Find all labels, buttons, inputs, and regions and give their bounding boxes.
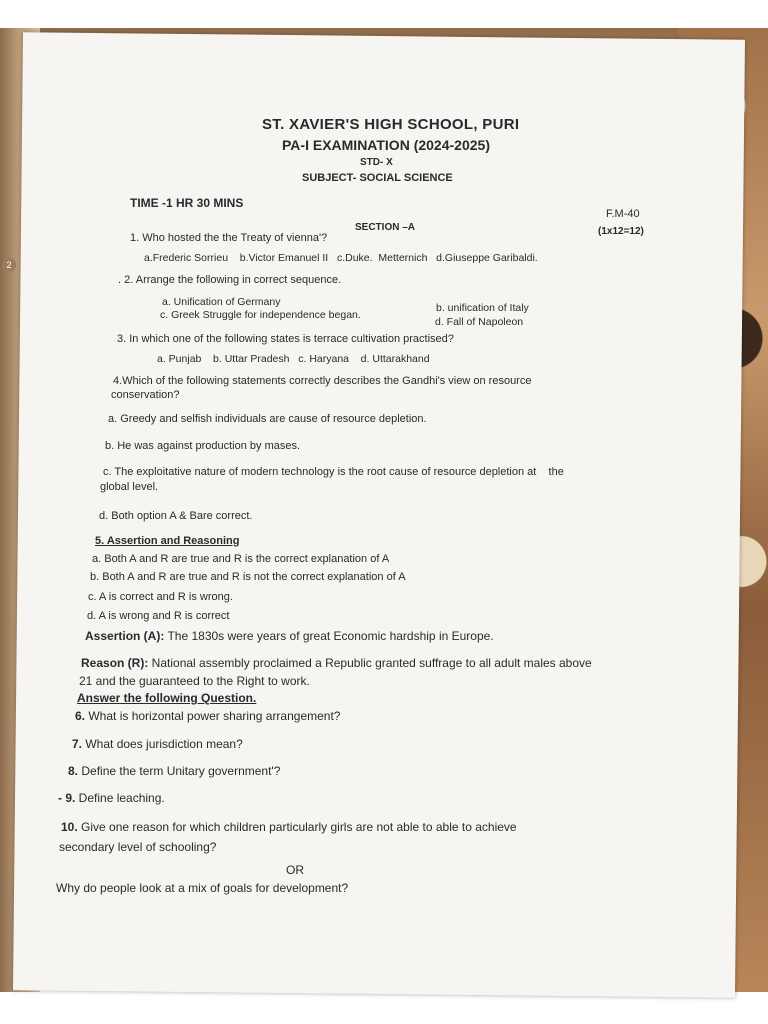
question-10-alternative: Why do people look at a mix of goals for development?: [56, 881, 349, 895]
question-5-option-d: d. A is wrong and R is correct: [87, 610, 230, 622]
question-7-text: What does jurisdiction mean?: [82, 737, 243, 751]
part-2-title: Answer the following Question.: [77, 691, 257, 705]
marks-scheme: (1x12=12): [598, 226, 644, 237]
question-4-option-c-line-1: c. The exploitative nature of modern technology is the root cause of resource depletion at the: [103, 466, 564, 478]
assertion-text: The 1830s were years of great Economic hardship in Europe.: [164, 629, 494, 643]
reason-label: Reason (R):: [81, 656, 149, 670]
question-4-line-2: conservation?: [111, 389, 180, 401]
question-7: [72, 737, 243, 751]
subject: SUBJECT- SOCIAL SCIENCE: [302, 172, 453, 184]
question-10-line-2: secondary level of schooling?: [59, 840, 217, 854]
question-8-number: 8.: [68, 764, 79, 778]
time-allowed: TIME -1 HR 30 MINS: [130, 196, 244, 210]
question-5-option-a: a. Both A and R are true and R is the correct explanation of A: [92, 553, 390, 565]
question-1-options: a.Frederic Sorrieu b.Victor Emanuel II c.Duke. Metternich d.Giuseppe Garibaldi.: [144, 252, 538, 264]
assertion-label: Assertion (A):: [85, 629, 165, 643]
question-8: [68, 764, 280, 778]
question-9-text: Define leaching.: [75, 791, 165, 805]
question-10-number: 10.: [61, 820, 78, 834]
question-6-text: What is horizontal power sharing arrangement?: [85, 709, 341, 723]
reason-line-2: 21 and the guaranteed to the Right to work.: [79, 674, 310, 688]
margin-mark: 2: [2, 258, 16, 272]
question-9: [58, 791, 165, 805]
question-4-option-b: b. He was against production by mases.: [105, 440, 301, 452]
question-2-option-c: c. Greek Struggle for independence began.: [160, 309, 361, 321]
standard: STD- X: [360, 157, 393, 168]
question-10-line-1: [61, 820, 517, 834]
reason-text: National assembly proclaimed a Republic granted suffrage to all adult males above: [148, 656, 592, 670]
question-4-option-a: a. Greedy and selfish individuals are cause of resource depletion.: [108, 413, 427, 425]
question-6-number: 6.: [75, 709, 86, 723]
question-1: 1. Who hosted the the Treaty of vienna'?: [130, 232, 328, 244]
question-8-text: Define the term Unitary government'?: [78, 764, 281, 778]
question-2-option-b: b. unification of Italy: [436, 302, 529, 314]
question-2-option-a: a. Unification of Germany: [162, 296, 281, 308]
question-4-option-d: d. Both option A & Bare correct.: [99, 510, 253, 522]
question-2-option-d: d. Fall of Napoleon: [435, 316, 524, 328]
school-name: ST. XAVIER'S HIGH SCHOOL, PURI: [262, 116, 520, 133]
question-4-option-c-line-2: global level.: [100, 481, 159, 493]
or-separator: OR: [286, 863, 304, 877]
section-title: SECTION –A: [355, 222, 416, 233]
question-3-options: a. Punjab b. Uttar Pradesh c. Haryana d. Uttarakhand: [157, 353, 430, 365]
question-3: 3. In which one of the following states is terrace cultivation practised?: [117, 333, 454, 345]
reason-line-1: [81, 656, 592, 670]
assertion: [85, 629, 494, 643]
question-10-text: Give one reason for which children particularly girls are not able to able to achieve: [77, 820, 517, 834]
question-9-number: - 9.: [58, 791, 76, 805]
question-6: [75, 709, 340, 723]
question-5-title: 5. Assertion and Reasoning: [95, 535, 240, 547]
question-5-option-b: b. Both A and R are true and R is not the correct explanation of A: [90, 571, 406, 583]
question-5-option-c: c. A is correct and R is wrong.: [88, 591, 233, 603]
exam-title: PA-I EXAMINATION (2024-2025): [282, 137, 490, 153]
full-marks: F.M-40: [606, 208, 640, 220]
question-2: . 2. Arrange the following in correct sequence.: [118, 274, 342, 286]
question-4-line-1: 4.Which of the following statements correctly describes the Gandhi's view on resource: [113, 375, 532, 387]
question-7-number: 7.: [72, 737, 83, 751]
